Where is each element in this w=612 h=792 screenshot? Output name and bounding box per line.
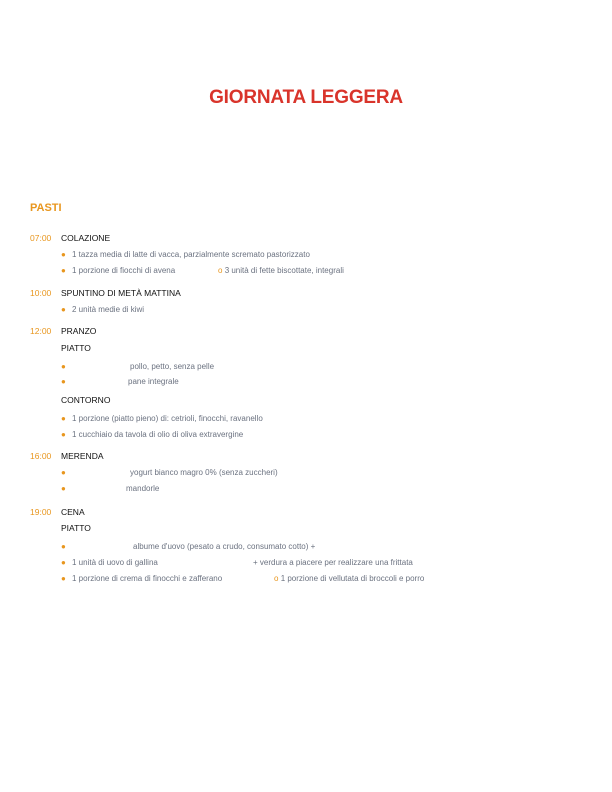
meal-name: PRANZO [61, 326, 97, 336]
bullet-icon: ● [61, 305, 66, 314]
subheading-piatto: PIATTO [61, 523, 91, 533]
meal-name: MERENDA [61, 451, 104, 461]
bullet-icon: ● [61, 377, 66, 386]
alternative-circle-icon: o [218, 266, 223, 275]
item-text: 1 porzione di crema di finocchi e zafferano [72, 574, 223, 583]
meal-name: COLAZIONE [61, 233, 111, 243]
meal-time: 16:00 [30, 451, 52, 461]
alternative-text: 3 unità di fette biscottate, integrali [224, 266, 344, 275]
bullet-icon: ● [61, 468, 66, 477]
meal-name: SPUNTINO DI METÀ MATTINA [61, 288, 181, 298]
page-title: GIORNATA LEGGERA [209, 87, 403, 108]
bullet-icon: ● [61, 414, 66, 423]
item-text: 1 porzione di fiocchi di avena [72, 266, 176, 275]
meal-time: 10:00 [30, 288, 52, 298]
item-text: 1 tazza media di latte di vacca, parzialmente scremato pastorizzato [72, 250, 310, 259]
bullet-icon: ● [61, 542, 66, 551]
item-text: 2 unità medie di kiwi [72, 305, 145, 314]
item-text: 1 unità di uovo di gallina [72, 558, 158, 567]
meal-time: 12:00 [30, 326, 52, 336]
bullet-icon: ● [61, 558, 66, 567]
section-title-pasti: PASTI [30, 202, 62, 214]
subheading-piatto: PIATTO [61, 343, 91, 353]
item-text: yogurt bianco magro 0% (senza zuccheri) [130, 468, 278, 477]
subheading-contorno: CONTORNO [61, 395, 111, 405]
alternative-circle-icon: o [274, 574, 279, 583]
bullet-icon: ● [61, 484, 66, 493]
meal-time: 19:00 [30, 507, 52, 517]
bullet-icon: ● [61, 362, 66, 371]
item-text: 1 porzione (piatto pieno) di: cetrioli, finocchi, ravanello [72, 414, 263, 423]
item-text: pane integrale [128, 377, 179, 386]
bullet-icon: ● [61, 574, 66, 583]
item-text: 1 cucchiaio da tavola di olio di oliva extravergine [72, 430, 244, 439]
alternative-option [218, 266, 344, 275]
bullet-icon: ● [61, 250, 66, 259]
alternative-option [274, 574, 424, 583]
bullet-icon: ● [61, 266, 66, 275]
extra-text: + verdura a piacere per realizzare una frittata [253, 558, 413, 567]
bullet-icon: ● [61, 430, 66, 439]
meal-time: 07:00 [30, 233, 52, 243]
alternative-text: 1 porzione di vellutata di broccoli e porro [280, 574, 425, 583]
meal-name: CENA [61, 507, 85, 517]
item-text: mandorle [126, 484, 160, 493]
item-text: pollo, petto, senza pelle [130, 362, 215, 371]
item-text: albume d'uovo (pesato a crudo, consumato cotto) + [133, 542, 316, 551]
